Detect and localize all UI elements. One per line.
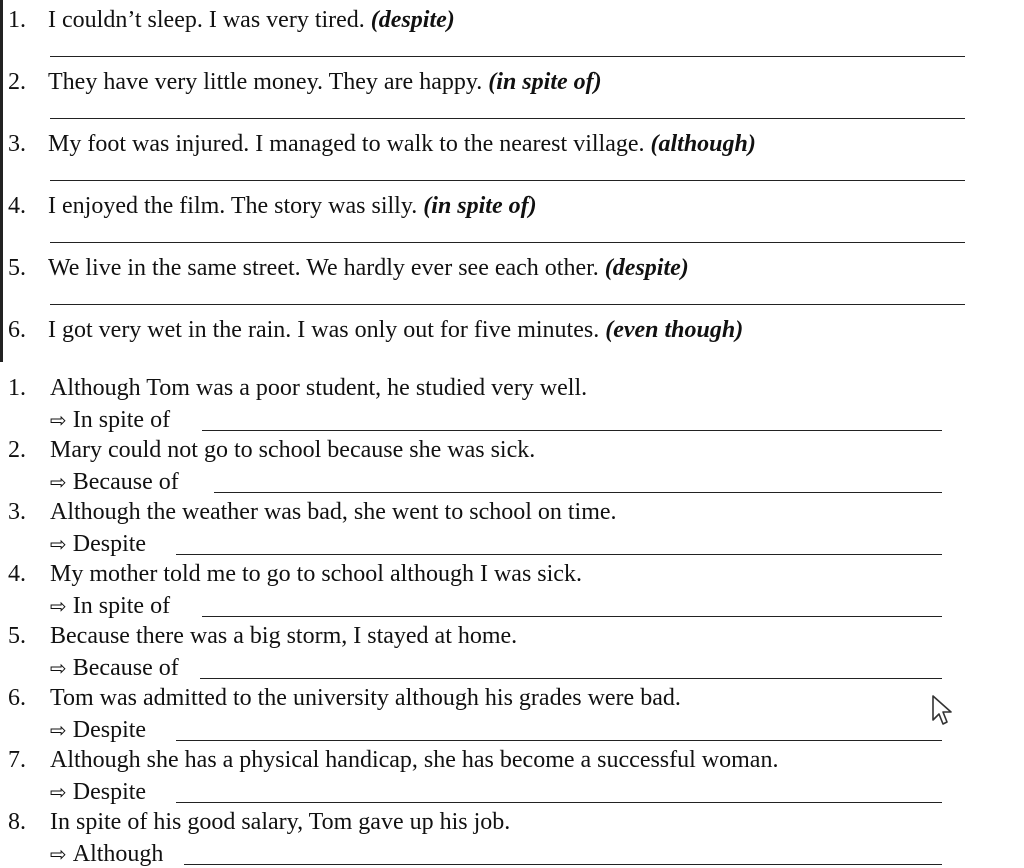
- sentence-text: I couldn’t sleep. I was very tired.: [48, 7, 371, 33]
- exercise-2-item-2: [0, 434, 1000, 496]
- item-sentence: [48, 316, 743, 344]
- arrow-right-icon: ⇨: [50, 594, 67, 618]
- sentence-text: I enjoyed the film. The story was silly.: [48, 193, 424, 219]
- item-sentence: [48, 6, 455, 34]
- item-sentence: Although Tom was a poor student, he studied very well.: [50, 375, 588, 401]
- item-number: 6.: [8, 317, 26, 343]
- arrow-right-icon: ⇨: [50, 656, 67, 680]
- answer-line[interactable]: [50, 242, 965, 243]
- prompt-starter: Because of: [72, 655, 179, 681]
- exercise-2-item-6: [0, 682, 1000, 744]
- item-number: 8.: [8, 809, 26, 835]
- item-sentence: In spite of his good salary, Tom gave up his job.: [50, 809, 511, 835]
- prompt-starter: Despite: [72, 531, 147, 557]
- answer-line[interactable]: [50, 180, 965, 181]
- item-number: 3.: [8, 131, 26, 157]
- answer-line[interactable]: [184, 864, 942, 865]
- rewrite-prompt: [50, 530, 146, 558]
- answer-line[interactable]: [202, 616, 942, 617]
- arrow-right-icon: ⇨: [50, 532, 67, 556]
- sentence-text: I got very wet in the rain. I was only out for five minutes.: [48, 317, 606, 343]
- arrow-right-icon: ⇨: [50, 408, 67, 432]
- item-number: 1.: [8, 375, 26, 401]
- arrow-right-icon: ⇨: [50, 842, 67, 866]
- answer-line[interactable]: [176, 554, 942, 555]
- item-sentence: Because there was a big storm, I stayed at home.: [50, 623, 518, 649]
- exercise-2-item-3: [0, 496, 1000, 558]
- item-sentence: Although she has a physical handicap, she has become a successful woman.: [50, 747, 779, 773]
- exercise-1-item-1: [0, 0, 1000, 62]
- answer-line[interactable]: [200, 678, 942, 679]
- sentence-text: My foot was injured. I managed to walk to the nearest village.: [48, 131, 651, 157]
- answer-line[interactable]: [176, 740, 942, 741]
- prompt-starter: In spite of: [72, 407, 171, 433]
- item-sentence: [48, 192, 537, 220]
- exercise-2-item-5: [0, 620, 1000, 682]
- item-number: 1.: [8, 7, 26, 33]
- item-sentence: My mother told me to go to school although I was sick.: [50, 561, 582, 587]
- rewrite-prompt: [50, 592, 170, 620]
- prompt-starter: Although: [72, 841, 164, 867]
- item-number: 7.: [8, 747, 26, 773]
- answer-line[interactable]: [214, 492, 942, 493]
- item-sentence: [48, 130, 756, 158]
- sentence-text: We live in the same street. We hardly ever see each other.: [48, 255, 605, 281]
- answer-line[interactable]: [50, 118, 965, 119]
- connector-hint: (although): [650, 131, 756, 157]
- item-sentence: [48, 68, 602, 96]
- arrow-right-icon: ⇨: [50, 780, 67, 804]
- exercise-2-item-7: [0, 744, 1000, 806]
- connector-hint: (even though): [605, 317, 744, 343]
- rewrite-prompt: [50, 778, 146, 806]
- connector-hint: (in spite of): [488, 69, 602, 95]
- exercise-1-item-2: [0, 62, 1000, 124]
- rewrite-prompt: [50, 654, 179, 682]
- connector-hint: (in spite of): [423, 193, 537, 219]
- rewrite-prompt: [50, 716, 146, 744]
- exercise-2-item-8: [0, 806, 1000, 868]
- item-number: 3.: [8, 499, 26, 525]
- answer-line[interactable]: [50, 304, 965, 305]
- item-sentence: Mary could not go to school because she was sick.: [50, 437, 536, 463]
- exercise-1-item-4: [0, 186, 1000, 248]
- answer-line[interactable]: [202, 430, 942, 431]
- mouse-pointer-icon: [930, 694, 954, 728]
- exercise-1-item-6: [0, 310, 1000, 372]
- arrow-right-icon: ⇨: [50, 718, 67, 742]
- answer-line[interactable]: [176, 802, 942, 803]
- item-sentence: Tom was admitted to the university although his grades were bad.: [50, 685, 681, 711]
- sentence-text: They have very little money. They are happy.: [48, 69, 489, 95]
- rewrite-prompt: [50, 406, 170, 434]
- rewrite-prompt: [50, 840, 163, 868]
- rewrite-prompt: [50, 468, 179, 496]
- arrow-right-icon: ⇨: [50, 470, 67, 494]
- exercise-2-item-4: [0, 558, 1000, 620]
- prompt-starter: Despite: [72, 717, 147, 743]
- prompt-starter: Because of: [72, 469, 179, 495]
- item-sentence: [48, 254, 689, 282]
- exercise-2-item-1: [0, 372, 1000, 434]
- item-number: 5.: [8, 623, 26, 649]
- item-number: 5.: [8, 255, 26, 281]
- item-sentence: Although the weather was bad, she went to school on time.: [50, 499, 617, 525]
- item-number: 4.: [8, 561, 26, 587]
- prompt-starter: Despite: [72, 779, 147, 805]
- item-number: 4.: [8, 193, 26, 219]
- item-number: 2.: [8, 69, 26, 95]
- prompt-starter: In spite of: [72, 593, 171, 619]
- exercise-1-item-3: [0, 124, 1000, 186]
- connector-hint: (despite): [370, 7, 455, 33]
- item-number: 2.: [8, 437, 26, 463]
- item-number: 6.: [8, 685, 26, 711]
- connector-hint: (despite): [604, 255, 689, 281]
- exercise-1-item-5: [0, 248, 1000, 310]
- answer-line[interactable]: [50, 56, 965, 57]
